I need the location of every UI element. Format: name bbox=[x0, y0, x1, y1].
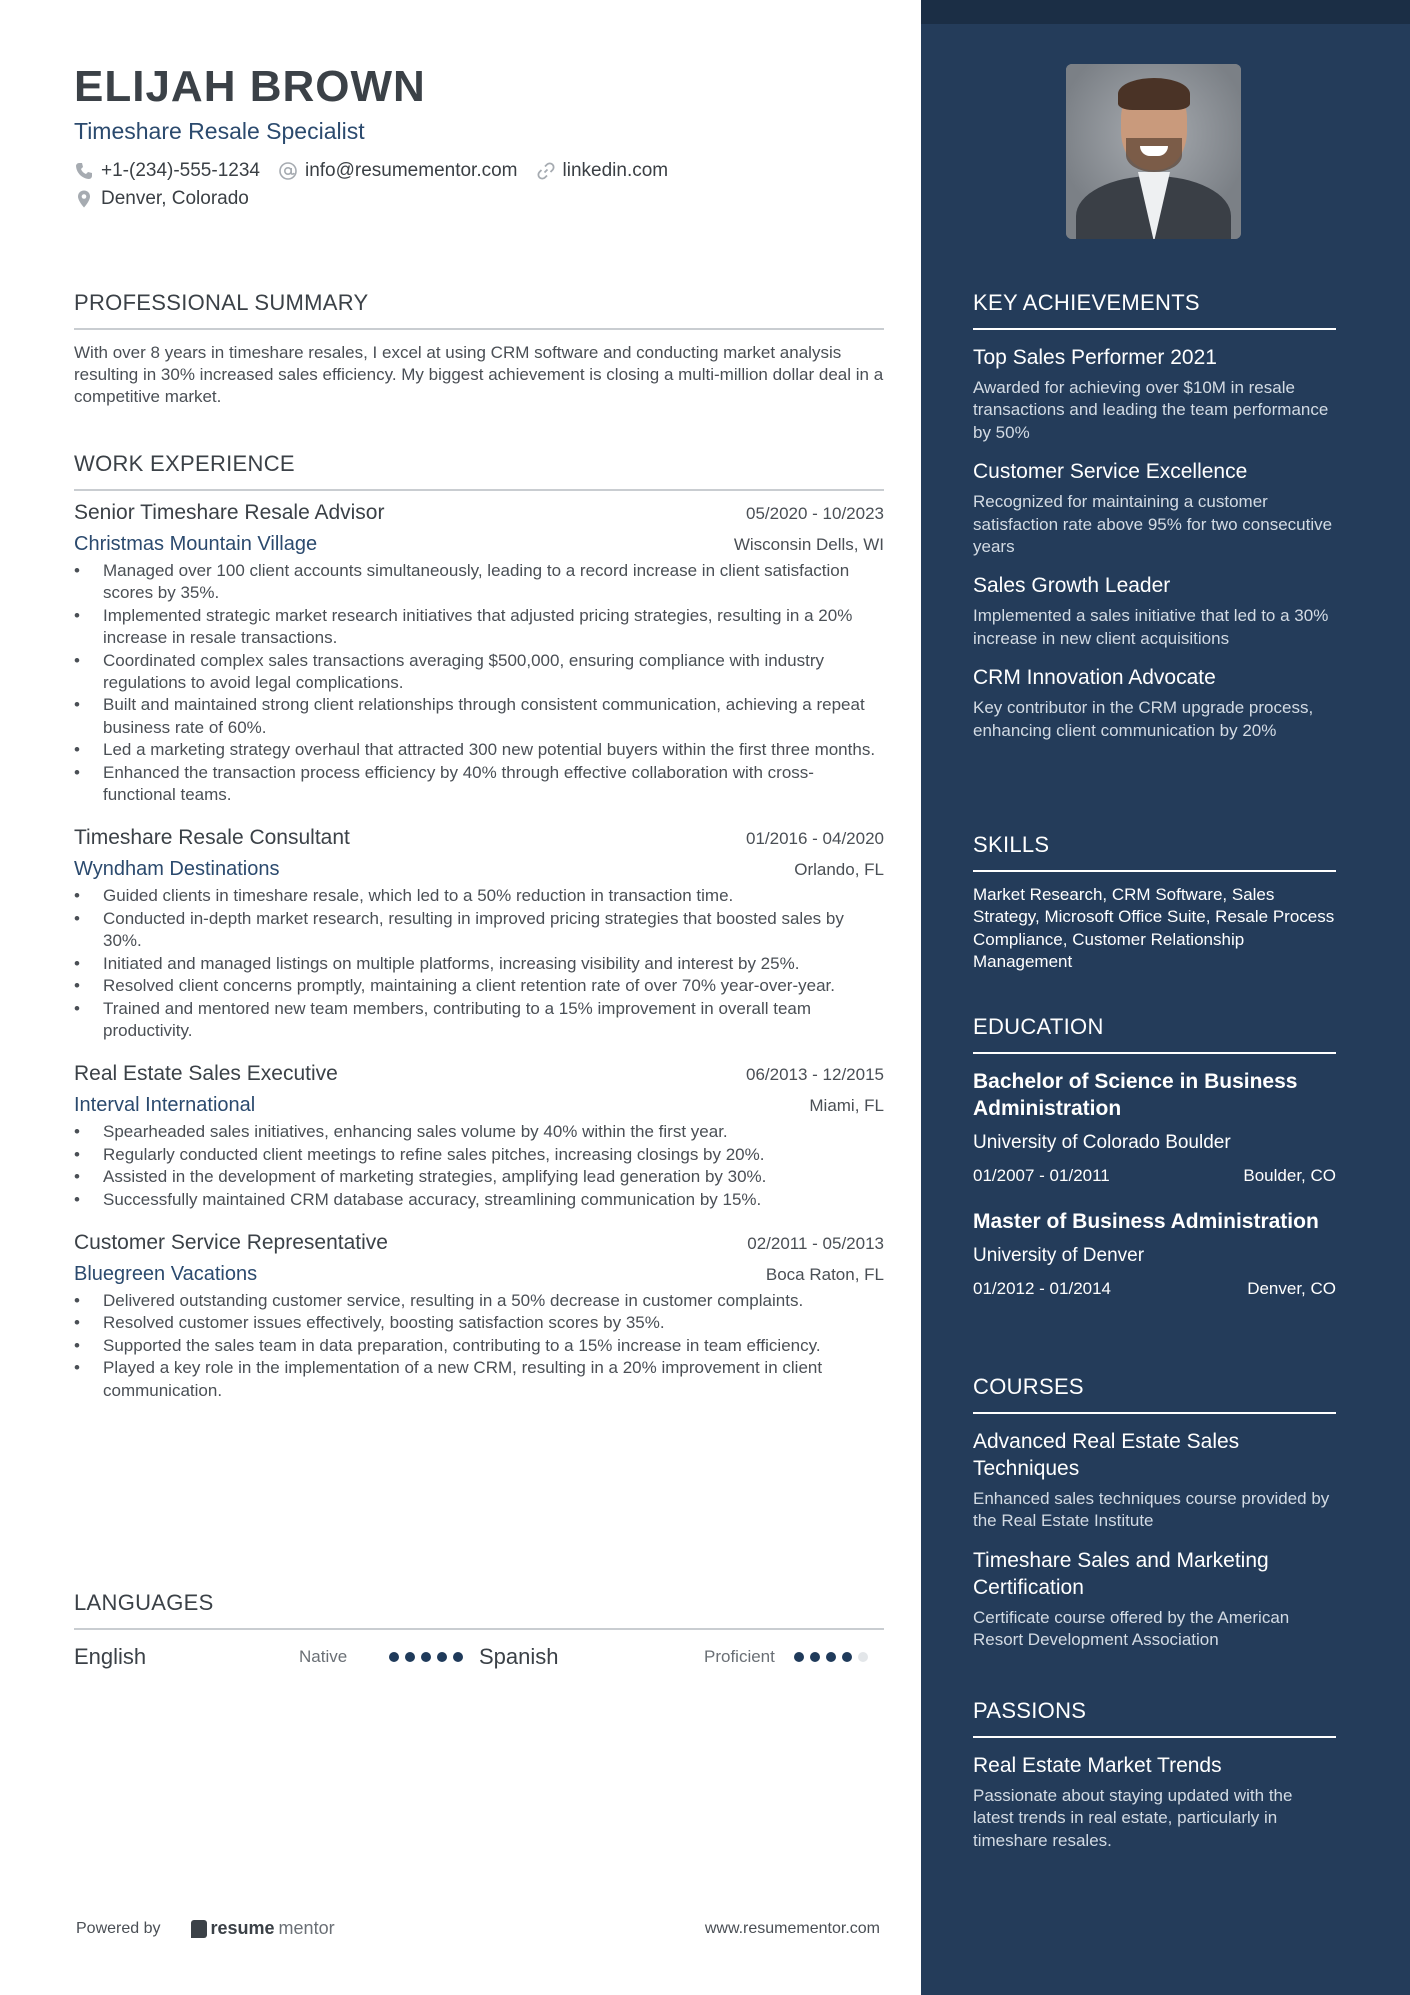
rating-dot-filled bbox=[826, 1652, 836, 1662]
job-bullet: • Delivered outstanding customer service, resulting in a 50% decrease in customer complaints. bbox=[74, 1290, 884, 1312]
job-bullet: • Successfully maintained CRM database accuracy, streamlining communication by 15%. bbox=[74, 1189, 884, 1211]
link-icon bbox=[536, 161, 556, 181]
achievement-desc: Key contributor in the CRM upgrade process, enhancing client communication by 20% bbox=[973, 698, 1314, 740]
education-heading: EDUCATION bbox=[973, 1014, 1336, 1054]
contact-linkedin[interactable] bbox=[536, 160, 669, 182]
course-title: Timeshare Sales and Marketing Certification bbox=[973, 1548, 1269, 1599]
achievement-item bbox=[973, 664, 1336, 742]
achievement-title: CRM Innovation Advocate bbox=[973, 666, 1216, 690]
job-location: Wisconsin Dells, WI bbox=[733, 535, 884, 554]
job-bullet: • Coordinated complex sales transactions averaging $500,000, ensuring compliance with industry regulations to avoid legal complications. bbox=[74, 650, 884, 695]
rating-dot-filled bbox=[810, 1652, 820, 1662]
job-title: Real Estate Sales Executive bbox=[74, 1062, 338, 1086]
job-bullet: • Assisted in the development of marketing strategies, amplifying lead generation by 30%. bbox=[74, 1166, 884, 1188]
job-dates: 05/2020 - 10/2023 bbox=[745, 504, 884, 523]
achievement-title: Top Sales Performer 2021 bbox=[973, 346, 1217, 369]
job-location: Boca Raton, FL bbox=[765, 1264, 884, 1284]
contact-email[interactable] bbox=[278, 160, 518, 182]
job-bullet: • Guided clients in timeshare resale, which led to a 50% reduction in transaction time. bbox=[74, 885, 884, 907]
language-rating bbox=[794, 1652, 868, 1662]
sidebar bbox=[921, 0, 1410, 1995]
course-item bbox=[973, 1547, 1336, 1652]
language-level: Native bbox=[299, 1647, 348, 1666]
job-bullets bbox=[74, 560, 884, 806]
job-dates: 06/2013 - 12/2015 bbox=[745, 1065, 884, 1085]
languages-row bbox=[74, 1644, 884, 1670]
languages-heading: LANGUAGES bbox=[74, 1590, 884, 1630]
job-title: Customer Service Representative bbox=[74, 1230, 388, 1254]
job-title: Senior Timeshare Resale Advisor bbox=[74, 501, 385, 524]
job-entry bbox=[74, 501, 884, 806]
education-dates: 01/2007 - 01/2011 bbox=[973, 1166, 1110, 1185]
location-text: Denver, Colorado bbox=[101, 188, 249, 209]
job-bullet: • Regularly conducted client meetings to refine sales pitches, increasing closings by 20%. bbox=[74, 1144, 884, 1166]
profile-photo bbox=[1066, 64, 1241, 239]
achievement-desc: Implemented a sales initiative that led to a 30% increase in new client acquisitions bbox=[973, 606, 1329, 648]
job-bullet: • Spearheaded sales initiatives, enhancing sales volume by 40% within the first year. bbox=[74, 1121, 884, 1143]
job-location: Miami, FL bbox=[809, 1096, 884, 1116]
courses-heading: COURSES bbox=[973, 1374, 1336, 1414]
achievement-title: Sales Growth Leader bbox=[973, 574, 1171, 598]
education-location: Boulder, CO bbox=[1243, 1166, 1336, 1185]
job-dates: 01/2016 - 04/2020 bbox=[745, 829, 884, 849]
location-pin-icon bbox=[74, 189, 94, 209]
language-level: Proficient bbox=[704, 1647, 775, 1666]
education-school: University of Colorado Boulder bbox=[973, 1132, 1231, 1153]
job-bullet: • Conducted in-depth market research, resulting in improved pricing strategies that boosted sales by 30%. bbox=[74, 908, 884, 953]
achievement-desc: Awarded for achieving over $10M in resale transactions and leading the team performance by 50% bbox=[973, 378, 1329, 442]
job-title: Timeshare Resale Consultant bbox=[74, 826, 350, 850]
job-dates: 02/2011 - 05/2013 bbox=[747, 1233, 884, 1253]
job-entry bbox=[74, 826, 884, 1042]
job-bullet: • Initiated and managed listings on multiple platforms, increasing visibility and interest by 25%. bbox=[74, 953, 884, 975]
rating-dot-filled bbox=[421, 1652, 431, 1662]
contact-location bbox=[74, 188, 249, 210]
brand-bold: resume bbox=[210, 1918, 275, 1938]
language-name: Spanish bbox=[479, 1644, 559, 1669]
summary-heading: PROFESSIONAL SUMMARY bbox=[74, 290, 884, 330]
course-title: Advanced Real Estate Sales Techniques bbox=[973, 1430, 1240, 1480]
job-location: Orlando, FL bbox=[794, 860, 884, 880]
course-desc: Enhanced sales techniques course provided by the Real Estate Institute bbox=[973, 1489, 1330, 1531]
language-item bbox=[74, 1644, 479, 1670]
skills-text: Market Research, CRM Software, Sales Strategy, Microsoft Office Suite, Resale Process Compliance, Customer Relationship Management bbox=[973, 885, 1335, 972]
passions-section bbox=[973, 1698, 1336, 1852]
job-bullet: • Managed over 100 client accounts simultaneously, leading to a record increase in client satisfaction scores by 35%. bbox=[74, 560, 884, 605]
brand-logo[interactable] bbox=[191, 1918, 335, 1939]
achievement-desc: Recognized for maintaining a customer satisfaction rate above 95% for two consecutive years bbox=[973, 492, 1333, 557]
linkedin-text[interactable]: linkedin.com bbox=[562, 160, 669, 181]
achievement-item bbox=[973, 344, 1336, 444]
rating-dot-filled bbox=[389, 1652, 399, 1662]
job-bullet: • Resolved customer issues effectively, boosting satisfaction scores by 35%. bbox=[74, 1312, 884, 1334]
brand-mark-icon bbox=[191, 1920, 207, 1938]
achievement-title: Customer Service Excellence bbox=[973, 460, 1248, 484]
candidate-title: Timeshare Resale Specialist bbox=[74, 118, 365, 144]
work-section bbox=[74, 451, 884, 1402]
education-school: University of Denver bbox=[973, 1245, 1145, 1266]
powered-by-label: Powered by bbox=[76, 1919, 161, 1937]
rating-dot-filled bbox=[842, 1652, 852, 1662]
achievements-heading: KEY ACHIEVEMENTS bbox=[973, 290, 1336, 330]
passion-item bbox=[973, 1752, 1336, 1852]
skills-heading: SKILLS bbox=[973, 832, 1336, 872]
education-degree: Bachelor of Science in Business Administration bbox=[973, 1070, 1298, 1120]
work-heading: WORK EXPERIENCE bbox=[74, 451, 884, 491]
language-rating bbox=[389, 1652, 463, 1662]
job-bullet: • Enhanced the transaction process efficiency by 40% through effective collaboration with cross-functional teams. bbox=[74, 762, 884, 807]
achievement-item bbox=[973, 458, 1336, 558]
job-company: Bluegreen Vacations bbox=[74, 1262, 258, 1285]
candidate-name: ELIJAH BROWN bbox=[74, 62, 426, 111]
passions-heading: PASSIONS bbox=[973, 1698, 1336, 1738]
job-bullet: • Led a marketing strategy overhaul that attracted 300 new potential buyers within the first three months. bbox=[74, 739, 884, 761]
skills-section bbox=[973, 832, 1336, 974]
rating-dot-filled bbox=[453, 1652, 463, 1662]
job-bullets bbox=[74, 1121, 884, 1211]
summary-text: With over 8 years in timeshare resales, I excel at using CRM software and conducting market analysis resulting in 30% increased sales efficiency. My biggest achievement is closing a multi-million dollar deal in a competitive market. bbox=[74, 343, 884, 406]
achievement-item bbox=[973, 572, 1336, 650]
passion-desc: Passionate about staying updated with the latest trends in real estate, particularly in timeshare resales. bbox=[973, 1786, 1293, 1850]
rating-dot-filled bbox=[437, 1652, 447, 1662]
job-entry bbox=[74, 1062, 884, 1211]
job-company: Christmas Mountain Village bbox=[74, 533, 318, 555]
courses-section bbox=[973, 1374, 1336, 1652]
job-bullets bbox=[74, 1290, 884, 1402]
footer-website[interactable]: www.resumementor.com bbox=[704, 1919, 880, 1937]
education-item bbox=[973, 1068, 1336, 1186]
email-text[interactable]: info@resumementor.com bbox=[304, 160, 518, 181]
job-entry bbox=[74, 1231, 884, 1402]
course-desc: Certificate course offered by the American Resort Development Association bbox=[973, 1607, 1290, 1650]
contact-phone bbox=[74, 160, 260, 182]
summary-section bbox=[74, 290, 884, 408]
contact-row bbox=[74, 160, 668, 182]
phone-icon bbox=[74, 161, 94, 181]
achievements-section bbox=[973, 290, 1336, 742]
rating-dot-filled bbox=[405, 1652, 415, 1662]
job-bullets bbox=[74, 885, 884, 1042]
education-section bbox=[973, 1014, 1336, 1299]
language-name: English bbox=[74, 1644, 147, 1669]
powered-by bbox=[76, 1918, 335, 1939]
education-degree: Master of Business Administration bbox=[973, 1210, 1319, 1233]
job-bullet: • Trained and mentored new team members, contributing to a 15% improvement in overall team productivity. bbox=[74, 998, 884, 1043]
languages-section bbox=[74, 1590, 884, 1670]
course-item bbox=[973, 1428, 1336, 1533]
at-icon bbox=[278, 161, 298, 181]
job-bullet: • Resolved client concerns promptly, maintaining a client retention rate of over 70% year-over-year. bbox=[74, 975, 884, 997]
language-item bbox=[479, 1644, 884, 1670]
job-bullet: • Supported the sales team in data preparation, contributing to a 15% increase in team efficiency. bbox=[74, 1335, 884, 1357]
job-bullet: • Implemented strategic market research initiatives that adjusted pricing strategies, resulting in a 20% increase in resale transactions. bbox=[74, 605, 884, 650]
education-dates: 01/2012 - 01/2014 bbox=[973, 1279, 1112, 1298]
brand-light: mentor bbox=[278, 1918, 335, 1938]
job-bullet: • Built and maintained strong client relationships through consistent communication, achieving a repeat business rate of 60%. bbox=[74, 694, 884, 739]
education-item bbox=[973, 1208, 1336, 1299]
sidebar-top-bar bbox=[921, 0, 1410, 24]
job-bullet: • Played a key role in the implementation of a new CRM, resulting in a 20% improvement in client communication. bbox=[74, 1357, 884, 1402]
rating-dot-filled bbox=[794, 1652, 804, 1662]
phone-text: +1-(234)-555-1234 bbox=[101, 160, 260, 181]
job-company: Wyndham Destinations bbox=[74, 858, 280, 881]
passion-title: Real Estate Market Trends bbox=[973, 1754, 1222, 1777]
education-location: Denver, CO bbox=[1247, 1279, 1336, 1298]
job-company: Interval International bbox=[74, 1094, 256, 1117]
rating-dot-empty bbox=[858, 1652, 868, 1662]
footer bbox=[76, 1918, 880, 1939]
